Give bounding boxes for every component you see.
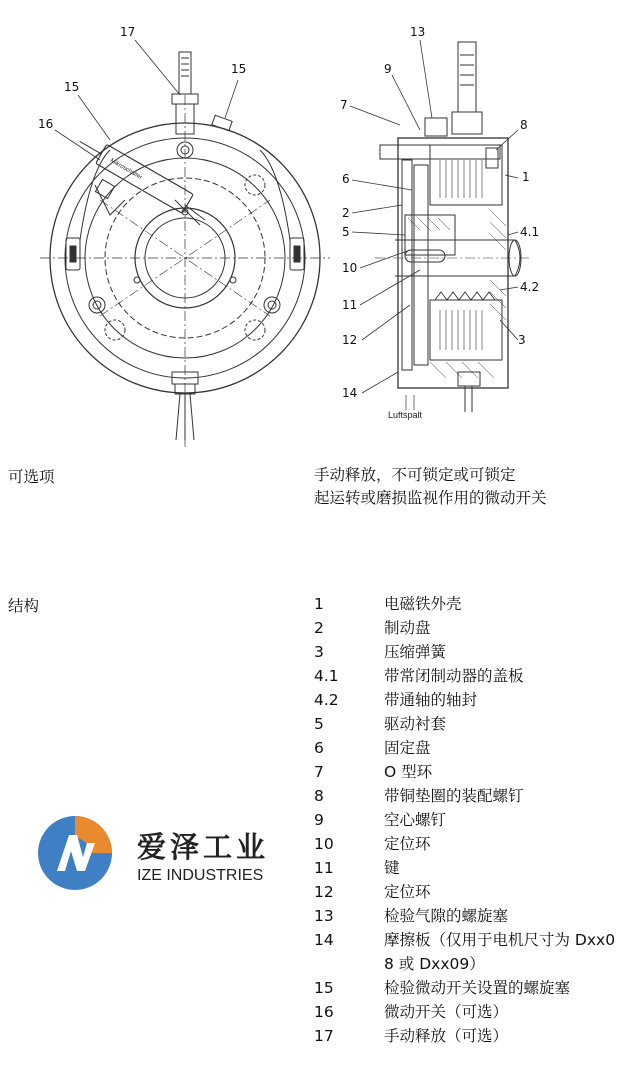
callout-15-right: 15 (231, 62, 247, 76)
part-number: 9 (314, 811, 324, 829)
callout-4-1: 4.1 (520, 225, 540, 239)
part-row (314, 808, 629, 832)
callout-3: 3 (518, 333, 526, 347)
front-view (40, 40, 330, 450)
part-row (314, 592, 629, 616)
part-number: 2 (314, 619, 324, 637)
part-description: 定位环 (384, 835, 431, 853)
part-number: 7 (314, 763, 324, 781)
options-line-1: 手动释放，不可锁定或可锁定 (314, 466, 516, 484)
part-row (314, 760, 629, 784)
part-description: 空心螺钉 (384, 811, 447, 829)
part-row (314, 664, 629, 688)
part-row (314, 928, 629, 976)
part-row (314, 616, 629, 640)
callout-13: 13 (410, 25, 426, 39)
part-row (314, 1000, 629, 1024)
callout-9: 9 (384, 62, 392, 76)
callout-14: 14 (342, 386, 358, 400)
part-description: 电磁铁外壳 (384, 595, 462, 613)
part-number: 8 (314, 787, 324, 805)
part-description: 摩擦板（仅用于电机尺寸为 Dxx08 或 Dxx09） (384, 931, 616, 973)
part-row (314, 976, 629, 1000)
part-row (314, 688, 629, 712)
part-row (314, 1024, 629, 1048)
part-number: 16 (314, 1003, 334, 1021)
callout-2: 2 (342, 206, 350, 220)
brake-technical-drawing (0, 0, 629, 455)
part-description: 带铜垫圈的装配螺钉 (384, 787, 524, 805)
callout-6: 6 (342, 172, 350, 186)
callout-7: 7 (340, 98, 348, 112)
part-description: 驱动衬套 (384, 715, 447, 733)
logo-name-en: IZE INDUSTRIES (137, 867, 264, 884)
part-description: 制动盘 (384, 619, 431, 637)
part-description: 固定盘 (384, 739, 431, 757)
callout-16: 16 (38, 117, 54, 131)
part-description: 检验微动开关设置的螺旋塞 (384, 979, 571, 997)
part-number: 11 (314, 859, 334, 877)
part-number: 1 (314, 595, 324, 613)
part-number: 12 (314, 883, 334, 901)
callout-12: 12 (342, 333, 358, 347)
part-description: 压缩弹簧 (384, 643, 447, 661)
part-number: 4.2 (314, 691, 339, 709)
part-row (314, 712, 629, 736)
callout-4-2: 4.2 (520, 280, 540, 294)
air-gap-label: Luftspalt (388, 410, 423, 420)
company-logo (35, 813, 285, 893)
part-row (314, 784, 629, 808)
callout-8: 8 (520, 118, 528, 132)
section-view (350, 40, 530, 412)
part-number: 13 (314, 907, 334, 925)
logo-name-cn: 爱泽工业 (137, 830, 270, 864)
part-description: 检验气隙的螺旋塞 (384, 907, 509, 925)
part-number: 14 (314, 931, 334, 949)
options-label: 可选项 (8, 468, 55, 486)
part-row (314, 856, 629, 880)
part-description: 键 (384, 859, 400, 877)
callout-11: 11 (342, 298, 358, 312)
part-row (314, 904, 629, 928)
callout-10: 10 (342, 261, 358, 275)
structure-label: 结构 (8, 597, 40, 615)
options-line-2: 起运转或磨损监视作用的微动开关 (314, 489, 547, 507)
part-number: 3 (314, 643, 324, 661)
part-description: 微动开关（可选） (384, 1003, 509, 1021)
callout-1: 1 (522, 170, 530, 184)
callout-17: 17 (120, 25, 136, 39)
callout-5: 5 (342, 225, 350, 239)
part-row (314, 736, 629, 760)
part-description: 带常闭制动器的盖板 (384, 667, 524, 685)
part-number: 5 (314, 715, 324, 733)
part-row (314, 832, 629, 856)
part-number: 6 (314, 739, 324, 757)
logo-mark-icon (35, 813, 115, 893)
part-description: 定位环 (384, 883, 431, 901)
part-description: 手动释放（可选） (384, 1027, 509, 1045)
part-number: 10 (314, 835, 334, 853)
part-row (314, 880, 629, 904)
micro-switch-label: Mikroschalter (109, 158, 143, 182)
callout-15-left: 15 (64, 80, 80, 94)
part-description: O 型环 (384, 763, 433, 781)
part-description: 带通轴的轴封 (384, 691, 478, 709)
part-number: 4.1 (314, 667, 339, 685)
part-number: 15 (314, 979, 334, 997)
part-row (314, 640, 629, 664)
part-number: 17 (314, 1027, 334, 1045)
parts-list (314, 592, 629, 1048)
options-value (314, 464, 547, 510)
